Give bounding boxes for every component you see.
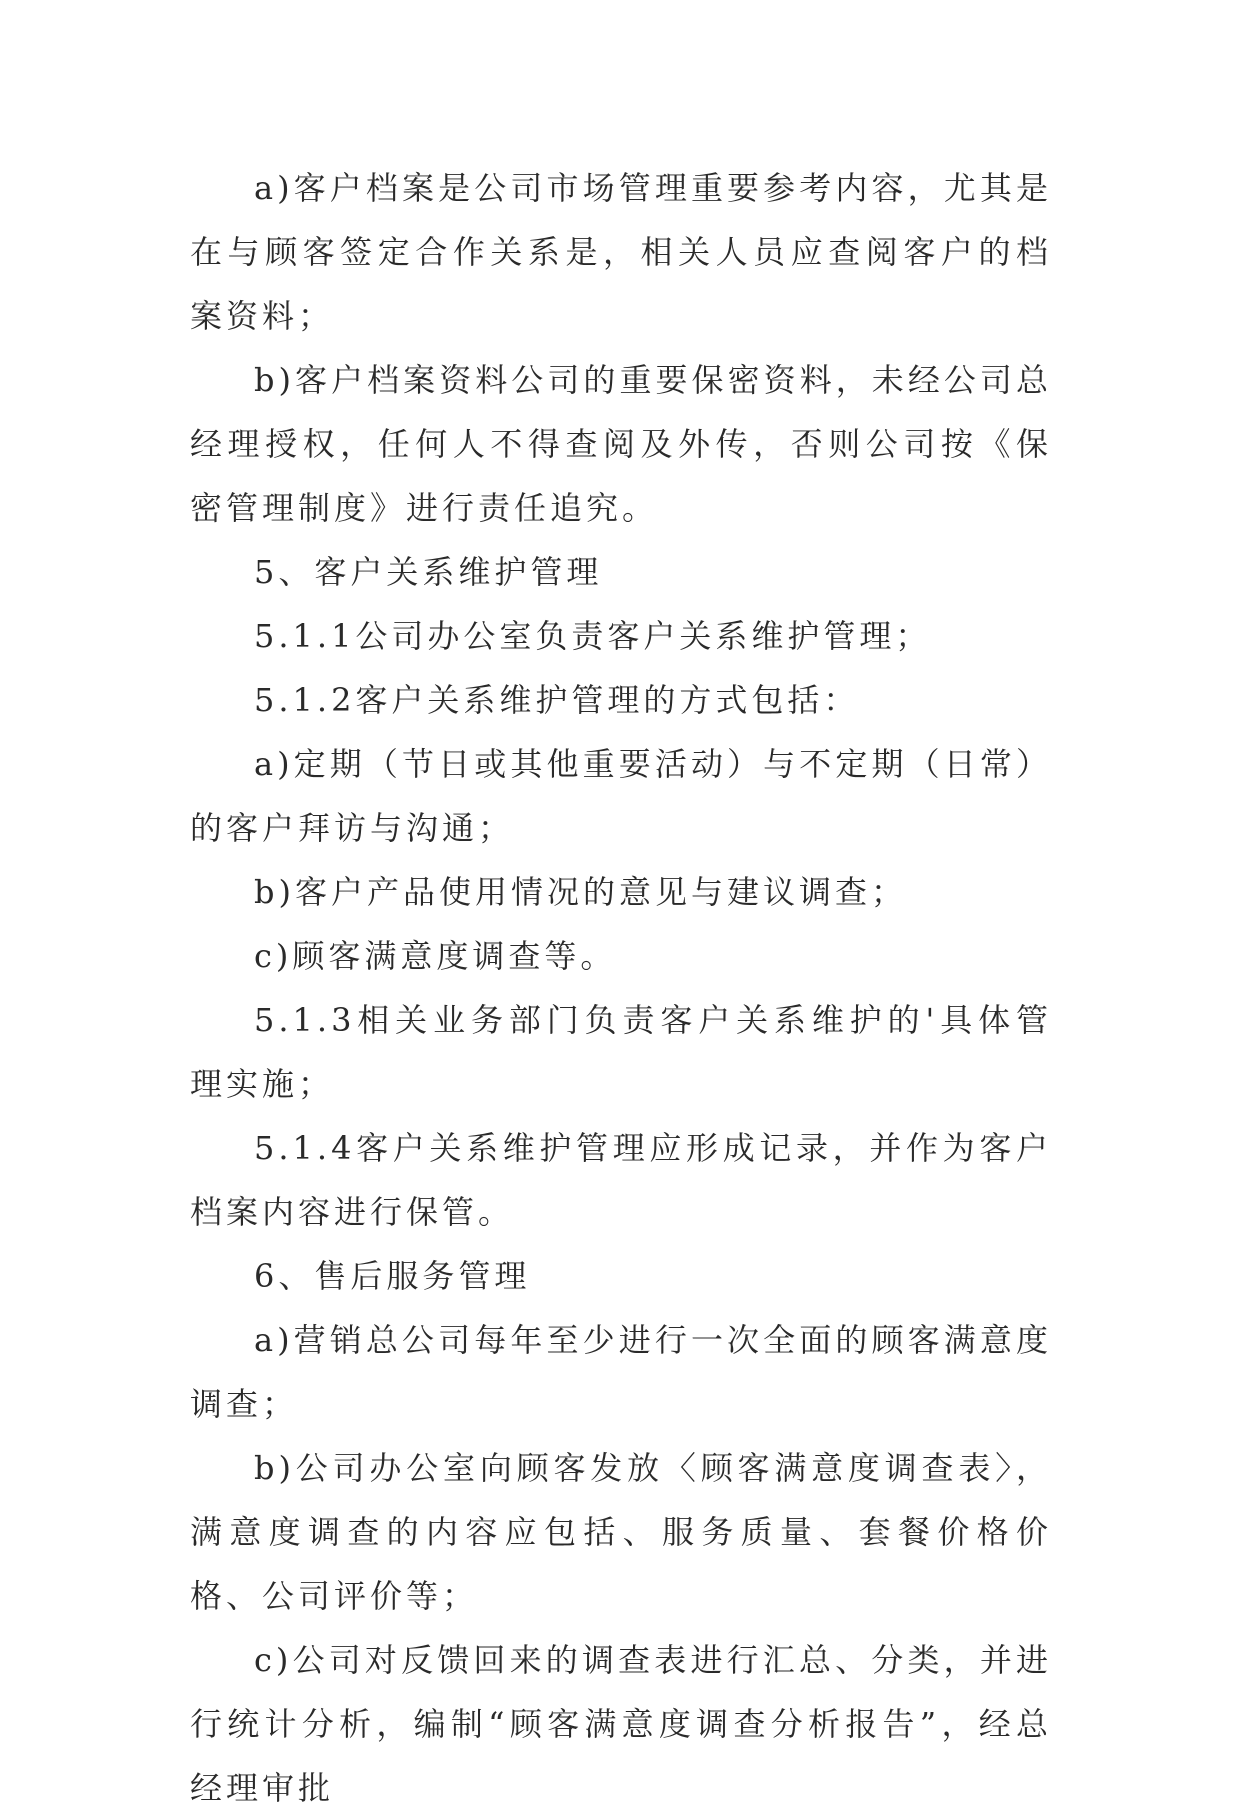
list-item-regular-visits: a)定期（节日或其他重要活动）与不定期（日常）的客户拜访与沟通；	[190, 745, 1052, 847]
section-heading-after-sales: 6、售后服务管理	[254, 1257, 531, 1295]
document-body	[190, 156, 1052, 1820]
paragraph-customer-archive-reference: a)客户档案是公司市场管理重要参考内容，尤其是在与顾客签定合作关系是，相关人员应查阅客户的档案资料；	[190, 169, 1052, 335]
list-item-survey-analysis: c)公司对反馈回来的调查表进行汇总、分类，并进行统计分析，编制“顾客满意度调查分析报告”，经总经理审批	[190, 1641, 1052, 1807]
paragraph-clause-5-1-3: 5.1.3相关业务部门负责客户关系维护的'具体管理实施；	[190, 1001, 1052, 1103]
paragraph-clause-5-1-4: 5.1.4客户关系维护管理应形成记录，并作为客户档案内容进行保管。	[190, 1129, 1052, 1231]
list-item-survey-form: b)公司办公室向顾客发放〈顾客满意度调查表〉，满意度调查的内容应包括、服务质量、套餐价格价格、公司评价等；	[190, 1449, 1052, 1615]
list-item-product-feedback: b)客户产品使用情况的意见与建议调查；	[254, 873, 907, 911]
list-item-annual-survey: a)营销总公司每年至少进行一次全面的顾客满意度调查；	[190, 1321, 1052, 1423]
list-item-satisfaction-survey: c)顾客满意度调查等。	[254, 937, 617, 975]
section-heading-relationship-maintenance: 5、客户关系维护管理	[254, 553, 603, 591]
paragraph-customer-archive-confidential: b)客户档案资料公司的重要保密资料，未经公司总经理授权，任何人不得查阅及外传，否则公司按《保密管理制度》进行责任追究。	[190, 361, 1052, 527]
paragraph-clause-5-1-1: 5.1.1公司办公室负责客户关系维护管理；	[254, 617, 932, 655]
paragraph-clause-5-1-2: 5.1.2客户关系维护管理的方式包括：	[254, 681, 860, 719]
